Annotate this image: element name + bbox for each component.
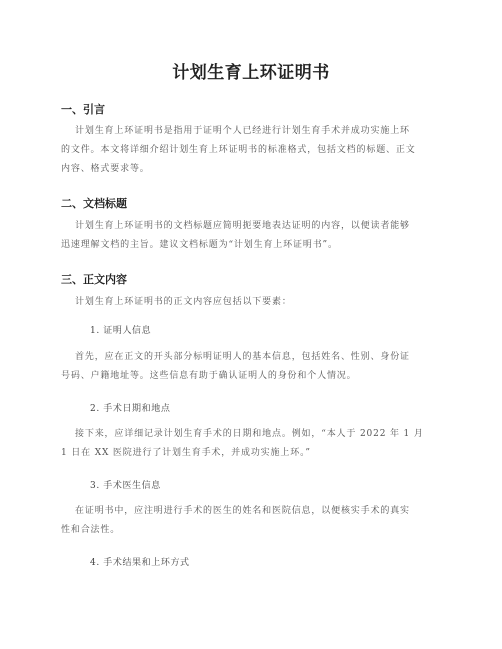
paragraph-surgery-date-place	[61, 425, 455, 463]
document-title: 计划生育上环证明书	[172, 63, 330, 83]
paragraph-line: 首先，应在正文的开头部分标明证明人的基本信息，包括姓名、性别、身份证	[75, 352, 410, 362]
paragraph-line: 的文件。本文将详细介绍计划生育上环证明书的标准格式，包括文档的标题、正文	[61, 145, 416, 155]
item-title-certifier-info: 1. 证明人信息	[90, 326, 152, 336]
paragraph-line: 号码、户籍地址等。这些信息有助于确认证明人的身份和个人情况。	[61, 371, 357, 381]
item-title-doctor-info: 3. 手术医生信息	[90, 481, 161, 491]
paragraph-line: 1 日在 XX 医院进行了计划生育手术，并成功实施上环。”	[61, 448, 311, 458]
paragraph-line: 接下来，应详细记录计划生育手术的日期和地点。例如，“本人于 2022 年 1 月	[75, 429, 424, 439]
section-heading-document-title: 二、文档标题	[61, 197, 127, 210]
item-title-surgery-date-place: 2. 手术日期和地点	[90, 404, 171, 414]
paragraph-line: 在证明书中，应注明进行手术的医生的姓名和医院信息，以便核实手术的真实	[75, 506, 410, 516]
paragraph-line: 计划生育上环证明书是指用于证明个人已经进行计划生育手术并成功实施上环	[75, 126, 410, 136]
paragraph-doctor-info	[61, 502, 455, 540]
item-title-surgery-result: 4. 手术结果和上环方式	[90, 558, 190, 568]
paragraph-document-title	[61, 217, 455, 255]
paragraph-introduction	[61, 122, 455, 179]
paragraph-body-intro	[75, 293, 455, 312]
paragraph-line: 性和合法性。	[61, 525, 121, 535]
paragraph-line: 内容、格式要求等。	[61, 164, 150, 174]
paragraph-line: 计划生育上环证明书的正文内容应包括以下要素：	[75, 297, 292, 307]
section-heading-body-content: 三、正文内容	[61, 273, 127, 286]
paragraph-line: 计划生育上环证明书的文档标题应简明扼要地表达证明的内容，以便读者能够	[75, 221, 410, 231]
paragraph-certifier-info	[61, 348, 455, 386]
section-heading-introduction: 一、引言	[61, 103, 105, 116]
paragraph-line: 迅速理解文档的主旨。建议文档标题为“计划生育上环证明书”。	[61, 240, 338, 250]
